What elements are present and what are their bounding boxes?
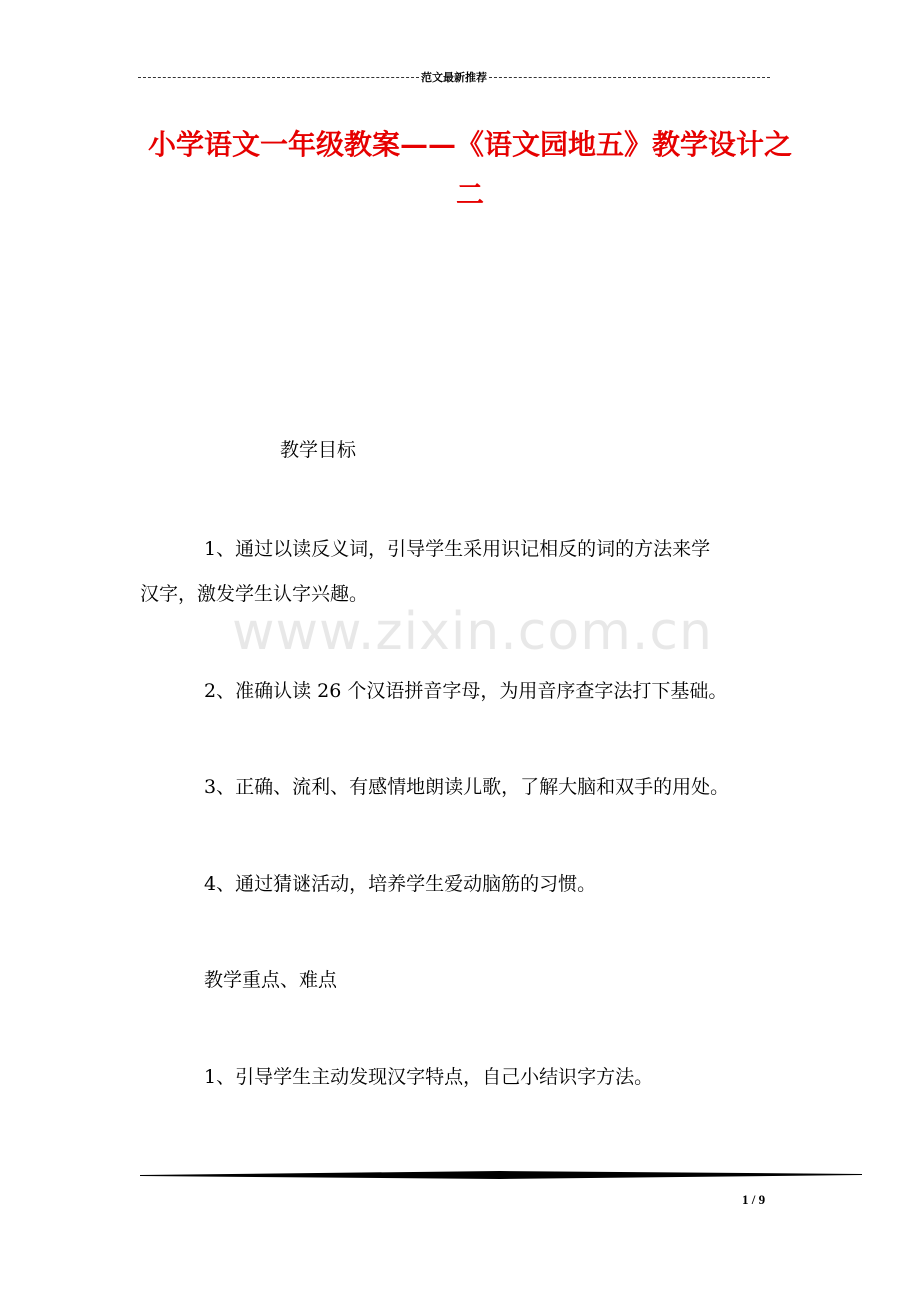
- page-number: 1 / 9: [742, 1192, 766, 1207]
- title-line-1: 小学语文一年级教案——《语文园地五》教学设计之: [147, 128, 792, 161]
- goal-2: 2、准确认读 26 个汉语拼音字母，为用音序查字法打下基础。: [204, 680, 728, 702]
- section-heading-goals: 教学目标: [280, 439, 357, 461]
- title-line-2: 二: [455, 178, 484, 211]
- header-dash-left: [138, 77, 419, 78]
- header-dash-right: [489, 77, 770, 78]
- footer-rule: [140, 1170, 862, 1180]
- goal-1-line-1: 1、通过以读反义词，引导学生采用识记相反的词的方法来学: [204, 538, 711, 560]
- goal-1-line-2: 汉字，激发学生认字兴趣。: [140, 583, 369, 605]
- goal-4: 4、通过猜谜活动，培养学生爱动脑筋的习惯。: [204, 873, 597, 895]
- page-header: [138, 69, 770, 85]
- section-heading-key-points: 教学重点、难点: [204, 969, 338, 991]
- watermark: www.zixin.com.cn: [232, 602, 713, 662]
- document-title: [140, 120, 800, 220]
- key-point-1: 1、引导学生主动发现汉字特点，自己小结识字方法。: [204, 1066, 654, 1088]
- goal-3: 3、正确、流利、有感情地朗读儿歌，了解大脑和双手的用处。: [204, 776, 730, 798]
- header-label: 范文最新推荐: [421, 71, 487, 84]
